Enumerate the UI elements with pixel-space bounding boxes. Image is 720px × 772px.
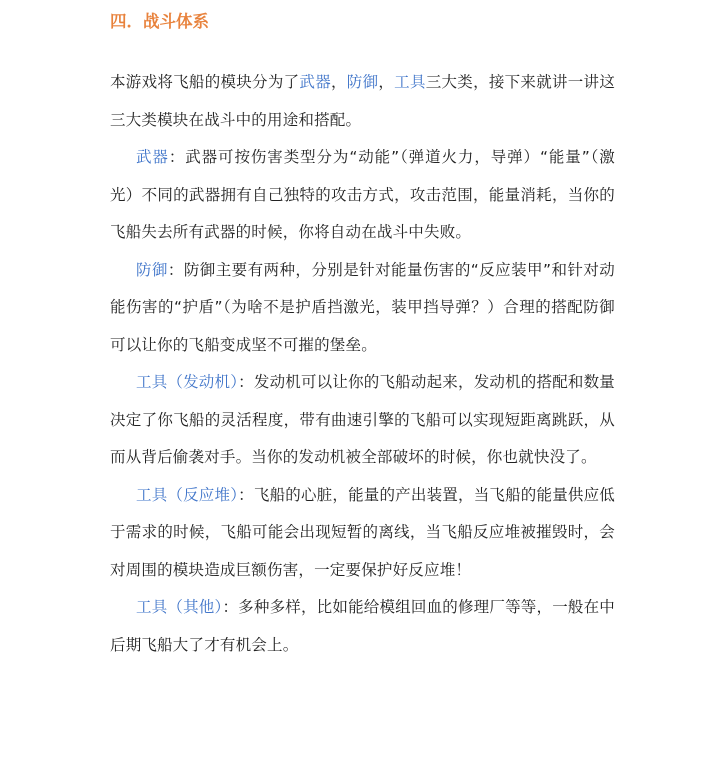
intro-sep-1: ， [330,73,347,91]
paragraph-weapons [110,139,615,252]
reactor-text: ：飞船的心脏，能量的产出装置，当飞船的能量供应低于需求的时候，飞船可能会出现短暂的离线，当飞船反应堆被摧毁时，会对周围的模块造成巨额伤害，一定要保护好反应堆！ [110,485,615,579]
section-heading: 四．战斗体系 [110,12,209,31]
intro-sep-2: ， [378,73,395,91]
paragraph-other-tools [110,589,615,664]
intro-text-2: 三大类，接下来就讲一讲这三大类模块在战斗中的用途和搭配。 [110,73,616,129]
paragraph-reactor [110,477,615,590]
term-weapons-inline: 武器 [299,73,331,91]
term-tools-inline: 工具 [394,73,426,91]
defense-text: ：防御主要有两种，分别是针对能量伤害的“反应装甲”和针对动能伤害的“护盾”（为啥不是护盾挡激光，装甲挡导弹？）合理的搭配防御可以让你的飞船变成坚不可摧的堡垒。 [110,260,615,354]
paragraph-engine [110,364,615,477]
term-engine: 工具（发动机） [136,373,239,391]
document-body [110,64,615,664]
paragraph-intro [110,64,615,139]
other-tools-text: ：多种多样，比如能给模组回血的修理厂等等，一般在中后期飞船大了才有机会上。 [110,598,615,654]
term-reactor: 工具（反应堆） [136,485,239,504]
term-defense: 防御 [136,260,168,279]
term-weapons: 武器 [136,148,169,166]
paragraph-defense [110,252,615,365]
term-other-tools: 工具（其他） [136,598,223,616]
intro-text-1: 本游戏将飞船的模块分为了 [110,73,300,91]
engine-text: ：发动机可以让你的飞船动起来，发动机的搭配和数量决定了你飞船的灵活程度，带有曲速引擎的飞船可以实现短距离跳跃，从而从背后偷袭对手。当你的发动机被全部破坏的时候，你也就快没了。 [110,373,615,466]
term-defense-inline: 防御 [346,73,379,91]
weapons-text: ：武器可按伤害类型分为“动能”（弹道火力，导弹）“能量”（激光）不同的武器拥有自己独特的攻击方式，攻击范围，能量消耗，当你的飞船失去所有武器的时候，你将自动在战斗中失败。 [110,148,616,241]
